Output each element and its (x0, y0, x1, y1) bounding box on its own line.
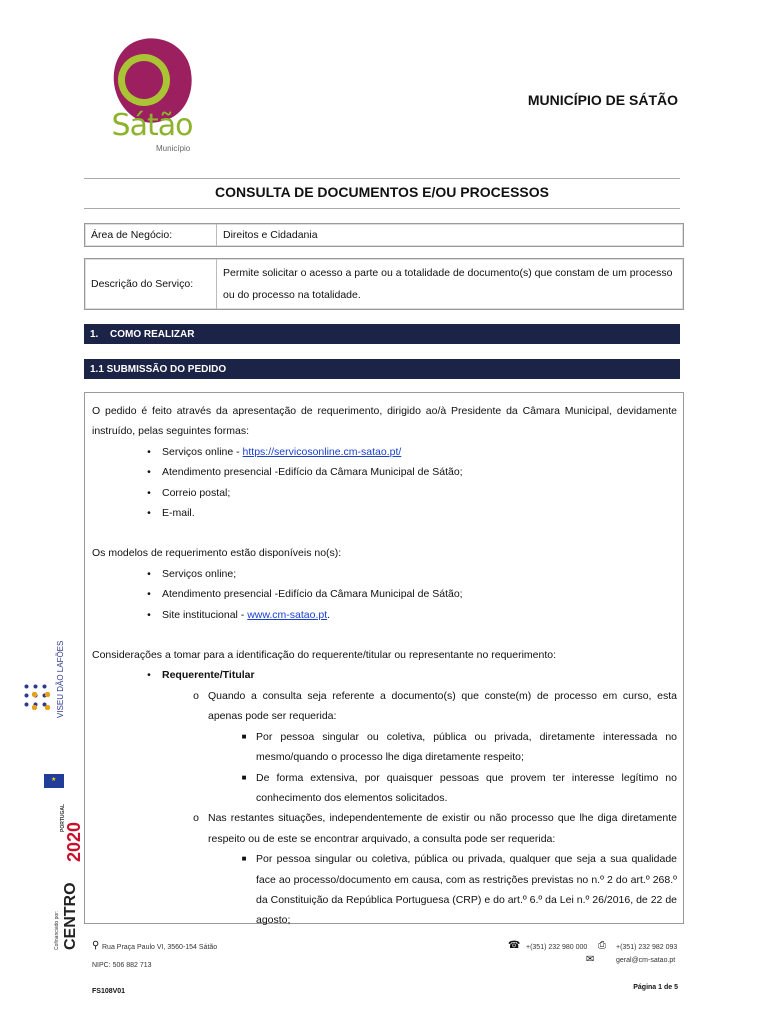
centro-2020-logo: CENTRO (62, 882, 79, 950)
bullet-icon: • (147, 608, 151, 621)
footer-email[interactable]: geral@cm-satao.pt (616, 957, 676, 964)
logo (104, 38, 200, 158)
list-item: • Atendimento presencial -Edifício da Câmara Municipal de Sátão; (92, 462, 677, 482)
page-number: Página 1 de 5 (633, 984, 678, 991)
list-item: • Serviços online; (92, 564, 677, 584)
online-services-link[interactable]: https://servicosonline.cm-satao.pt/ (242, 445, 402, 458)
page-title: CONSULTA DE DOCUMENTOS E/OU PROCESSOS (215, 184, 549, 200)
list-item: o Quando a consulta seja referente a documento(s) que conste(m) de processo em curso, esta apenas pode ser requerida: (92, 686, 677, 727)
logo-sub: Município (156, 144, 191, 153)
email-icon: ✉ (586, 954, 595, 965)
list-item: • Atendimento presencial -Edifício da Câmara Municipal de Sátão; (92, 584, 677, 604)
section-1-1-header (84, 359, 680, 379)
municipality-title: MUNICÍPIO DE SÁTÃO (527, 92, 678, 108)
p2020-top-label: PORTUGAL (60, 803, 66, 832)
portugal-2020-logo: 2020 (64, 821, 84, 862)
description-value: Permite solicitar o acesso a parte ou a totalidade de documento(s) que constam de um processo ou do processo na totalidade. (223, 267, 673, 301)
eu-flag-icon (44, 774, 64, 788)
section-content (84, 392, 684, 927)
location-pin-icon: ⚲ (92, 940, 100, 951)
bullet-icon: • (147, 466, 151, 479)
bullet-icon: • (147, 588, 151, 601)
site-link[interactable]: www.cm-satao.pt (247, 608, 328, 621)
bullet-icon: • (147, 669, 151, 682)
circle-bullet-icon: o (193, 812, 199, 825)
section-1-number: 1. (90, 328, 99, 340)
area-value: Direitos e Cidadania (223, 229, 318, 241)
list-item (92, 665, 677, 685)
footer-nipc: NIPC: 506 882 713 (92, 962, 152, 969)
funding-sidebar (22, 640, 84, 960)
fax-icon: ⎙ (598, 940, 606, 951)
section-1-header (84, 324, 680, 344)
viseu-label: VISEU DÃO LAFÕES (56, 640, 65, 718)
square-bullet-icon: ■ (241, 731, 247, 741)
square-bullet-icon: ■ (241, 772, 247, 782)
models-intro: Os modelos de requerimento estão disponíveis no(s): (92, 547, 342, 560)
area-label: Área de Negócio: (85, 224, 217, 246)
footer-fax: +(351) 232 982 093 (616, 944, 678, 951)
section-1-1-title: 1.1 SUBMISSÃO DO PEDIDO (90, 363, 227, 375)
list-item: • Site institucional - www.cm-satao.pt. (92, 605, 677, 625)
bullet-icon: • (147, 507, 151, 520)
list-item: • Correio postal; (92, 483, 677, 503)
list-item: ■ De forma extensiva, por quaisquer pessoas que provem ter interesse legítimo no conhecimento dos elementos solicitados. (92, 768, 677, 809)
list-item: ■ Por pessoa singular ou coletiva, pública ou privada, diretamente interessada no mesmo/quando o processo lhe diga diretamente respeito; (92, 727, 677, 768)
bullet-icon: • (147, 445, 151, 458)
requester-title: Requerente/Titular (162, 669, 255, 682)
list-item: • Serviços online - https://servicosonline.cm-satao.pt/ (92, 442, 677, 462)
considerations-text: Considerações a tomar para a identificação do requerente/titular ou representante no requerimento: (92, 649, 557, 662)
square-bullet-icon: ■ (241, 854, 247, 864)
divider (84, 178, 680, 179)
logo-word: Sátão (111, 108, 193, 143)
viseu-logo-dots (24, 684, 50, 710)
bullet-icon: • (147, 486, 151, 499)
circle-bullet-icon: o (193, 689, 199, 702)
bullet-icon: • (147, 567, 151, 580)
footer-phone: +(351) 232 980 000 (526, 944, 588, 951)
area-row (84, 223, 684, 247)
description-label: Descrição do Serviço: (85, 259, 217, 309)
cofinanced-label: Cofinanciado por: (54, 910, 60, 950)
footer-address: Rua Praça Paulo VI, 3560-154 Sátão (102, 944, 218, 951)
list-item: o Nas restantes situações, independentemente de existir ou não processo que lhe diga diretamente respeito ou de este se encontrar arquivado, a consulta pode ser requerida: (92, 808, 677, 849)
phone-icon: ☎ (508, 940, 521, 951)
list-item: • E-mail. (92, 503, 677, 523)
section-1-title: COMO REALIZAR (110, 328, 195, 340)
document-code: FS108V01 (92, 988, 126, 995)
list-item: ■ Por pessoa singular ou coletiva, pública ou privada, qualquer que seja a sua qualidade face ao processo/documento em causa, com as restrições previstas no n.º 2 do art.º 268.º da Constituição da República Portuguesa (CRP) e do art.º 6.º da Lei n.º 26/2016, de 22 de agosto; (92, 849, 677, 931)
intro-text: O pedido é feito através da apresentação de requerimento, dirigido ao/à Presidente da Câmara Municipal, devidamente instruído, pelas seguintes formas: (92, 405, 677, 438)
divider (84, 208, 680, 209)
description-row (84, 258, 684, 310)
